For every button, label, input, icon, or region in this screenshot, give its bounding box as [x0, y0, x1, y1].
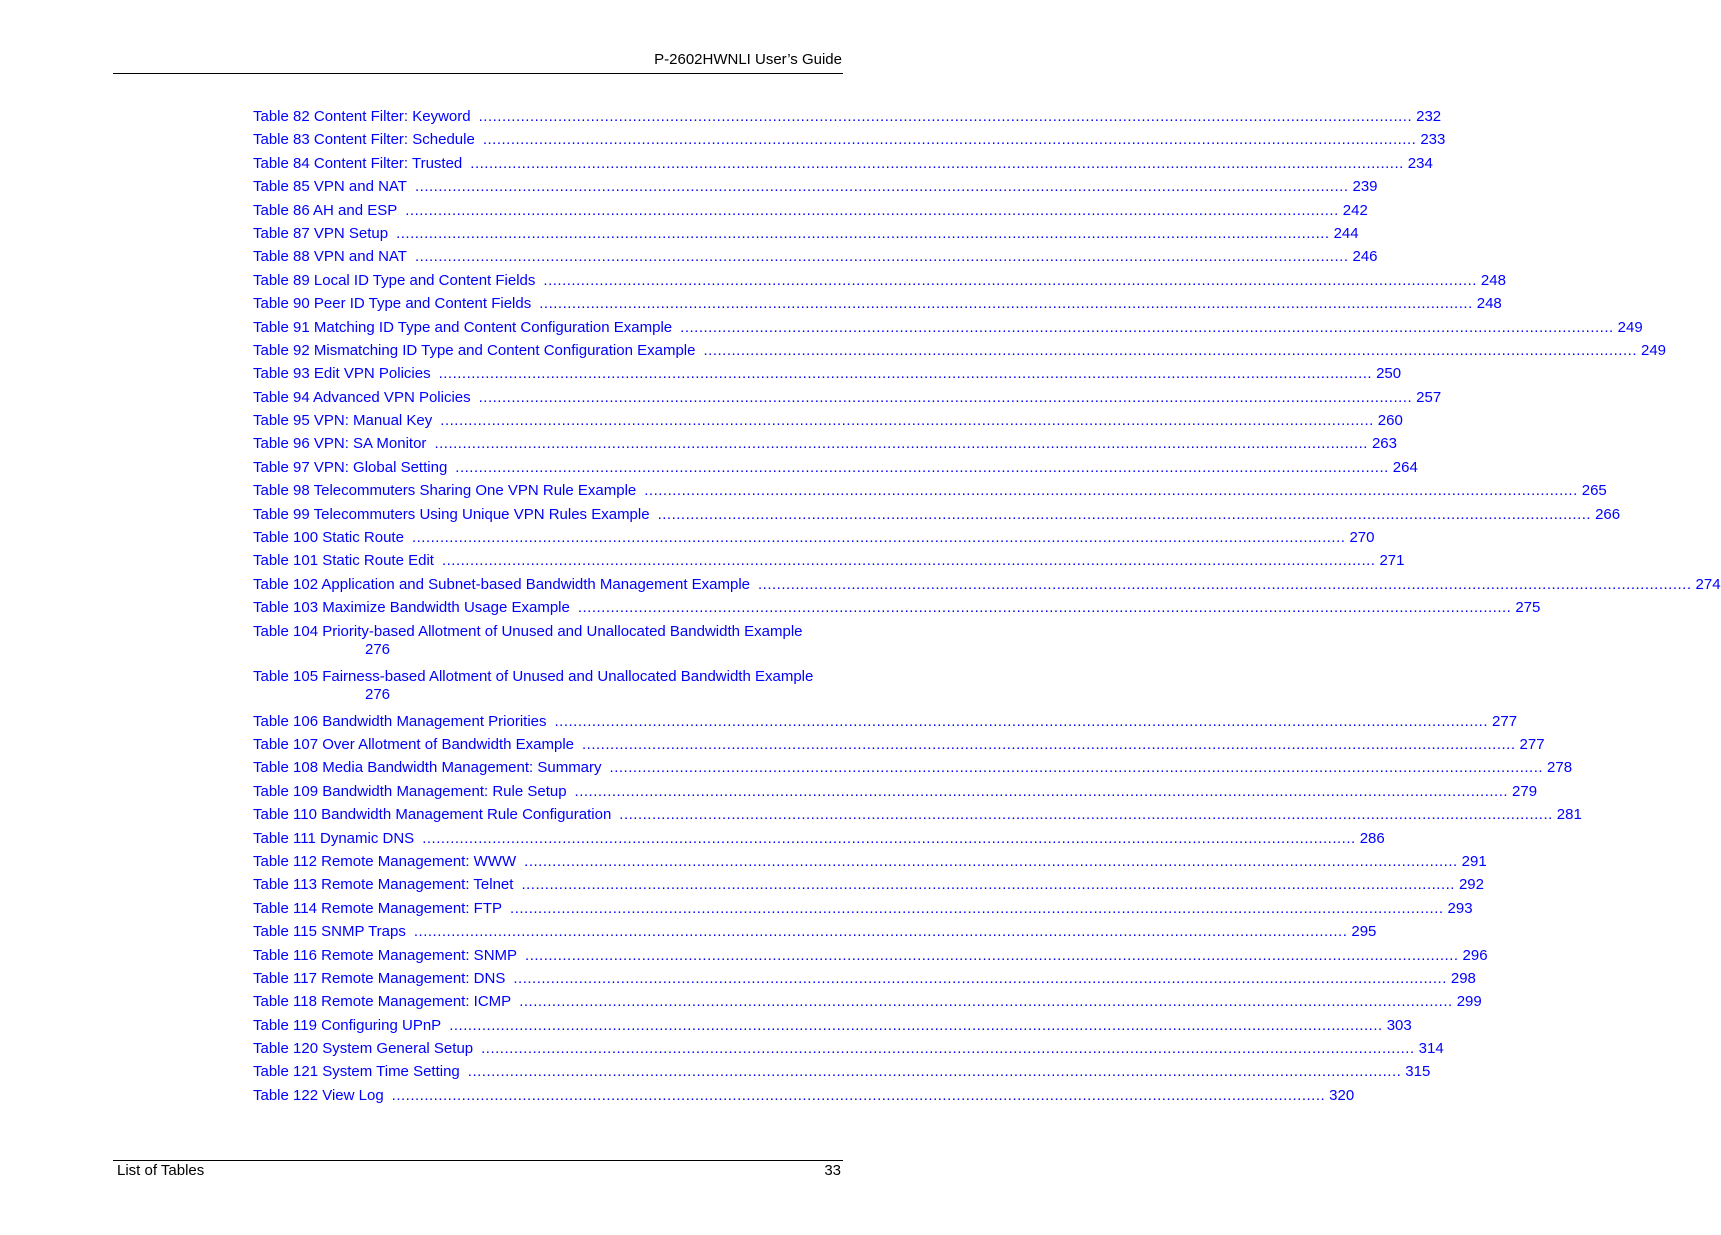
- toc-entry-label: Table 96 VPN: SA Monitor: [253, 435, 427, 453]
- toc-entry-page-number: 244: [1333, 224, 1359, 242]
- footer-page-number: 33: [824, 1162, 841, 1179]
- toc-entry[interactable]: [253, 733, 1545, 756]
- toc-entry-page-number: 295: [1351, 923, 1377, 941]
- toc-entry-page-number: 315: [1405, 1063, 1431, 1081]
- toc-entry-label: Table 112 Remote Management: WWW: [253, 852, 517, 870]
- toc-entry[interactable]: [253, 897, 1473, 920]
- toc-entry-label: Table 90 Peer ID Type and Content Fields: [253, 295, 532, 313]
- toc-entry-label: Table 93 Edit VPN Policies: [253, 365, 431, 383]
- toc-entry-label: Table 100 Static Route: [253, 529, 404, 547]
- toc-entry[interactable]: [253, 105, 1442, 128]
- toc-entry-page-number: 257: [1416, 388, 1442, 406]
- toc-entry-label: Table 83 Content Filter: Schedule: [253, 131, 475, 149]
- toc-entry-label: Table 114 Remote Management: FTP: [253, 899, 503, 917]
- toc-entry-page-number: 320: [1329, 1086, 1355, 1104]
- dot-leader: ........................................................................................................................................................................................................: [574, 782, 1509, 800]
- dot-leader: ........................................................................................................................................................................................................: [582, 735, 1516, 753]
- toc-entry-label: Table 116 Remote Management: SNMP: [253, 946, 518, 964]
- toc-entry-page-number: 271: [1379, 552, 1405, 570]
- toc-entry[interactable]: [253, 152, 1433, 175]
- toc-entry-label: Table 82 Content Filter: Keyword: [253, 108, 471, 125]
- toc-entry-page-number: 276: [365, 685, 391, 703]
- toc-entry[interactable]: [253, 803, 1582, 826]
- toc-entry[interactable]: [253, 756, 1573, 779]
- toc-entry-page-number: 296: [1462, 946, 1488, 964]
- toc-entry-label: Table 107 Over Allotment of Bandwidth Example: [253, 735, 575, 753]
- toc-entry-label: Table 87 VPN Setup: [253, 224, 389, 242]
- toc-entry-page-number: 242: [1342, 201, 1368, 219]
- toc-entry-page-number: 263: [1371, 435, 1397, 453]
- toc-entry[interactable]: [253, 573, 1721, 596]
- dot-leader: ........................................................................................................................................................................................................: [478, 108, 1413, 125]
- dot-leader: ........................................................................................................................................................................................................: [411, 529, 1346, 547]
- toc-entry-label: Table 101 Static Route Edit: [253, 552, 434, 570]
- toc-entry-page-number: 266: [1595, 505, 1621, 523]
- toc-entry-label: Table 102 Application and Subnet-based Bandwidth Management Example: [253, 575, 751, 593]
- toc-entry-page-number: 270: [1349, 529, 1375, 547]
- toc-entry-page-number: 279: [1512, 782, 1538, 800]
- dot-leader: ........................................................................................................................................................................................................: [657, 505, 1592, 523]
- toc-entry-label: Table 84 Content Filter: Trusted: [253, 154, 463, 172]
- dot-leader: ........................................................................................................................................................................................................: [521, 876, 1455, 894]
- toc-entry-page-number: 281: [1556, 806, 1582, 824]
- header-divider: [113, 73, 843, 74]
- toc-entry-label: Table 106 Bandwidth Management Priorities: [253, 712, 547, 730]
- toc-entry[interactable]: [253, 620, 839, 665]
- toc-entry-page-number: 277: [1519, 735, 1545, 753]
- toc-entry[interactable]: [253, 503, 1621, 526]
- toc-entry[interactable]: [253, 432, 1397, 455]
- toc-entry-page-number: 260: [1377, 412, 1403, 430]
- dot-leader: ........................................................................................................................................................................................................: [478, 388, 1413, 406]
- toc-entry[interactable]: [253, 967, 1476, 990]
- dot-leader: ........................................................................................................................................................................................................: [413, 923, 1348, 941]
- toc-entry-page-number: 249: [1617, 318, 1643, 336]
- toc-entry[interactable]: [253, 1014, 1412, 1037]
- toc-entry-label: Table 98 Telecommuters Sharing One VPN Rule Example: [253, 482, 637, 500]
- toc-entry[interactable]: [253, 386, 1442, 409]
- toc-entry-label: Table 110 Bandwidth Management Rule Configuration: [253, 806, 612, 824]
- toc-entry[interactable]: [253, 710, 1518, 733]
- toc-entry-label: Table 122 View Log: [253, 1086, 384, 1104]
- toc-entry-label: Table 85 VPN and NAT: [253, 178, 407, 196]
- toc-entry[interactable]: [253, 362, 1402, 385]
- toc-entry-label: Table 121 System Time Setting: [253, 1063, 460, 1081]
- footer-divider: [113, 1160, 843, 1161]
- dot-leader: ........................................................................................................................................................................................................: [481, 1040, 1415, 1058]
- toc-entry[interactable]: [253, 1060, 1431, 1083]
- dot-leader: ........................................................................................................................................................................................................: [539, 295, 1473, 313]
- dot-leader: ........................................................................................................................................................................................................: [396, 224, 1330, 242]
- toc-entry[interactable]: [253, 292, 1502, 315]
- dot-leader: ........................................................................................................................................................................................................: [414, 178, 1349, 196]
- toc-entry-label: Table 103 Maximize Bandwidth Usage Example: [253, 599, 570, 617]
- toc-entry-page-number: 291: [1461, 852, 1487, 870]
- toc-entry[interactable]: [253, 339, 1667, 362]
- dot-leader: ........................................................................................................................................................................................................: [405, 201, 1339, 219]
- toc-entry-label: Table 117 Remote Management: DNS: [253, 969, 506, 987]
- toc-entry-label: Table 97 VPN: Global Setting: [253, 458, 448, 476]
- toc-entry-page-number: 248: [1476, 295, 1502, 313]
- toc-entry[interactable]: [253, 920, 1377, 943]
- toc-entry-page-number: 286: [1359, 829, 1385, 847]
- toc-entry-page-number: 265: [1581, 482, 1607, 500]
- toc-entry[interactable]: [253, 245, 1378, 268]
- toc-entry[interactable]: [253, 1037, 1444, 1060]
- toc-entry[interactable]: [253, 269, 1506, 292]
- toc-entry[interactable]: [253, 456, 1418, 479]
- dot-leader: ........................................................................................................................................................................................................: [449, 1016, 1383, 1034]
- toc-entry[interactable]: [253, 409, 1403, 432]
- toc-entry-page-number: 303: [1386, 1016, 1412, 1034]
- toc-entry[interactable]: [253, 479, 1607, 502]
- toc-entry[interactable]: [253, 665, 839, 710]
- footer-section-title: List of Tables: [117, 1162, 205, 1179]
- toc-entry-page-number: 249: [1640, 341, 1667, 359]
- dot-leader: ........................................................................................................................................................................................................: [758, 575, 1692, 593]
- toc-entry-page-number: 299: [1456, 993, 1482, 1011]
- toc-entry-page-number: 276: [365, 640, 391, 658]
- dot-leader: ........................................................................................................................................................................................................: [438, 365, 1373, 383]
- toc-entry[interactable]: [253, 316, 1643, 339]
- toc-entry-page-number: 232: [1416, 108, 1442, 125]
- dot-leader: ........................................................................................................................................................................................................: [519, 993, 1453, 1011]
- toc-entry-label: Table 105 Fairness-based Allotment of Unused and Unallocated Bandwidth Example: [253, 667, 814, 685]
- toc-entry-label: Table 104 Priority-based Allotment of Unused and Unallocated Bandwidth Example: [253, 622, 803, 640]
- toc-entry-label: Table 119 Configuring UPnP: [253, 1016, 442, 1034]
- toc-entry-page-number: 239: [1352, 178, 1378, 196]
- toc-entry-page-number: 246: [1352, 248, 1378, 266]
- toc-entry-label: Table 109 Bandwidth Management: Rule Setup: [253, 782, 567, 800]
- toc-entry-page-number: 248: [1480, 271, 1506, 289]
- dot-leader: ........................................................................................................................................................................................................: [455, 458, 1389, 476]
- toc-entry[interactable]: [253, 549, 1405, 572]
- dot-leader: ........................................................................................................................................................................................................: [703, 341, 1637, 359]
- dot-leader: ........................................................................................................................................................................................................: [510, 899, 1444, 917]
- toc-entry-label: Table 113 Remote Management: Telnet: [253, 876, 514, 894]
- toc-entry[interactable]: [253, 128, 1446, 151]
- toc-entry-page-number: 274: [1695, 575, 1721, 593]
- toc-entry-page-number: 293: [1447, 899, 1473, 917]
- toc-entry-label: Table 88 VPN and NAT: [253, 248, 407, 266]
- dot-leader: ........................................................................................................................................................................................................: [434, 435, 1368, 453]
- dot-leader: ........................................................................................................................................................................................................: [482, 131, 1417, 149]
- toc-entry[interactable]: [253, 873, 1484, 896]
- toc-entry-label: Table 118 Remote Management: ICMP: [253, 993, 512, 1011]
- toc-entry-page-number: 234: [1407, 154, 1433, 172]
- dot-leader: ........................................................................................................................................................................................................: [554, 712, 1489, 730]
- toc-entry[interactable]: [253, 175, 1378, 198]
- toc-entry-label: Table 95 VPN: Manual Key: [253, 412, 433, 430]
- header-title: P-2602HWNLI User’s Guide: [654, 51, 842, 68]
- dot-leader: ........................................................................................................................................................................................................: [441, 552, 1376, 570]
- dot-leader: ........................................................................................................................................................................................................: [467, 1063, 1402, 1081]
- table-of-contents-list: [253, 105, 1721, 1107]
- toc-entry-page-number: 250: [1376, 365, 1402, 383]
- toc-entry[interactable]: [253, 1084, 1355, 1107]
- dot-leader: ........................................................................................................................................................................................................: [524, 852, 1458, 870]
- toc-entry-page-number: 277: [1492, 712, 1518, 730]
- toc-entry-page-number: 275: [1515, 599, 1541, 617]
- dot-leader: ........................................................................................................................................................................................................: [440, 412, 1374, 430]
- toc-entry-label: Table 108 Media Bandwidth Management: Summary: [253, 759, 602, 777]
- dot-leader: ........................................................................................................................................................................................................: [470, 154, 1404, 172]
- toc-entry-label: Table 89 Local ID Type and Content Fields: [253, 271, 536, 289]
- toc-entry[interactable]: [253, 780, 1538, 803]
- toc-entry-label: Table 86 AH and ESP: [253, 201, 398, 219]
- dot-leader: ........................................................................................................................................................................................................: [609, 759, 1544, 777]
- toc-entry-label: Table 120 System General Setup: [253, 1040, 474, 1058]
- dot-leader: ........................................................................................................................................................................................................: [680, 318, 1614, 336]
- toc-entry[interactable]: [253, 990, 1482, 1013]
- toc-entry-label: Table 111 Dynamic DNS: [253, 829, 415, 847]
- dot-leader: ........................................................................................................................................................................................................: [644, 482, 1578, 500]
- toc-entry[interactable]: [253, 850, 1487, 873]
- toc-entry-label: Table 91 Matching ID Type and Content Configuration Example: [253, 318, 673, 336]
- toc-entry-page-number: 264: [1392, 458, 1418, 476]
- dot-leader: ........................................................................................................................................................................................................: [525, 946, 1459, 964]
- toc-entry-label: Table 92 Mismatching ID Type and Content Configuration Example: [253, 341, 696, 359]
- toc-entry[interactable]: [253, 944, 1488, 967]
- dot-leader: ........................................................................................................................................................................................................: [414, 248, 1349, 266]
- toc-entry[interactable]: [253, 222, 1359, 245]
- dot-leader: ........................................................................................................................................................................................................: [391, 1086, 1326, 1104]
- toc-entry-page-number: 314: [1418, 1040, 1444, 1058]
- dot-leader: ........................................................................................................................................................................................................: [422, 829, 1356, 847]
- toc-entry[interactable]: [253, 596, 1541, 619]
- toc-entry-page-number: 278: [1547, 759, 1573, 777]
- toc-entry[interactable]: [253, 526, 1375, 549]
- toc-entry[interactable]: [253, 199, 1368, 222]
- dot-leader: ........................................................................................................................................................................................................: [577, 599, 1512, 617]
- dot-leader: ........................................................................................................................................................................................................: [619, 806, 1553, 824]
- toc-entry-page-number: 292: [1458, 876, 1484, 894]
- toc-entry[interactable]: [253, 827, 1385, 850]
- toc-entry-page-number: 233: [1420, 131, 1446, 149]
- dot-leader: ........................................................................................................................................................................................................: [543, 271, 1477, 289]
- toc-entry-label: Table 115 SNMP Traps: [253, 923, 406, 941]
- toc-entry-page-number: 298: [1450, 969, 1476, 987]
- toc-entry-label: Table 99 Telecommuters Using Unique VPN Rules Example: [253, 505, 650, 523]
- dot-leader: ........................................................................................................................................................................................................: [513, 969, 1447, 987]
- toc-entry-label: Table 94 Advanced VPN Policies: [253, 388, 471, 406]
